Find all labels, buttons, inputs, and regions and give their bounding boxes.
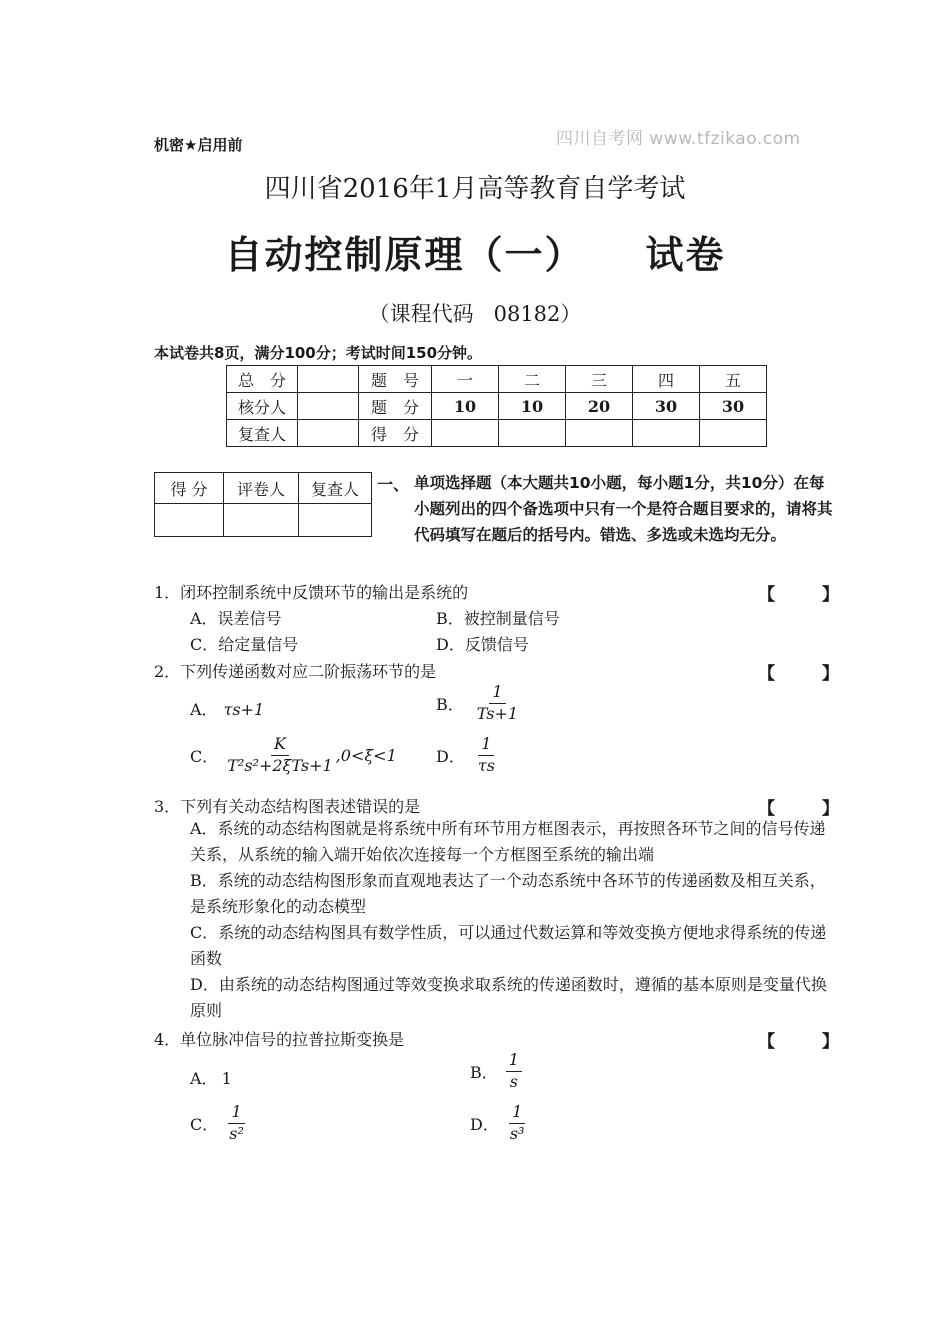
table-row: [155, 504, 372, 537]
fraction: [474, 684, 521, 723]
option-c: C．给定量信号: [190, 635, 299, 654]
exam-title: 四川省2016年1月高等教育自学考试: [264, 174, 686, 204]
option-b: B．系统的动态结构图形象而直观地表达了一个动态系统中各环节的传递函数及相互关系，是系统形象化的动态模型: [190, 871, 826, 916]
answer-bracket-open: 【: [758, 664, 775, 684]
answer-bracket-close: 】: [822, 585, 839, 605]
denominator: τs: [477, 755, 495, 775]
option-d: D．由系统的动态结构图通过等效变换求取系统的传递函数时，遵循的基本原则是变量代换原则: [190, 975, 827, 1020]
table-cell: 一: [432, 366, 499, 393]
option-label: C．: [190, 746, 219, 766]
table-row: [155, 473, 372, 504]
table-cell: 评卷人: [224, 473, 299, 504]
grader-table: [154, 472, 372, 537]
numerator: 1: [509, 1104, 525, 1124]
course-code: （课程代码 08182）: [368, 302, 582, 326]
option-label: A．: [190, 700, 218, 719]
numerator: 1: [489, 684, 505, 704]
option-label: B．: [470, 1062, 498, 1082]
table-cell: 得 分: [359, 420, 432, 447]
option-d: [470, 1104, 527, 1143]
table-cell: 二: [499, 366, 566, 393]
numerator: 1: [506, 1052, 522, 1072]
answer-bracket-open: 【: [758, 1032, 775, 1052]
numerator: 1: [228, 1104, 244, 1124]
fraction: [506, 1052, 522, 1091]
question-stem: 2．下列传递函数对应二阶振荡环节的是: [154, 662, 437, 681]
score-summary-table: [226, 365, 767, 447]
section-instructions: [414, 470, 834, 548]
option-c: [190, 1104, 247, 1143]
option-b: [470, 1052, 522, 1091]
table-cell: 核分人: [227, 393, 298, 420]
question-stem: 3．下列有关动态结构图表述错误的是: [154, 797, 421, 816]
option-label: C．: [190, 1114, 219, 1134]
subject-title: 自动控制原理（一） 试卷: [224, 232, 726, 277]
denominator: s: [509, 1071, 518, 1091]
table-row: [227, 420, 767, 447]
table-cell: 30: [700, 393, 767, 420]
table-row: [227, 366, 767, 393]
section-number: 一、: [377, 475, 410, 494]
option-label: B．: [436, 694, 464, 714]
table-cell: [298, 366, 359, 393]
table-cell: 题 号: [359, 366, 432, 393]
table-cell: 四: [633, 366, 700, 393]
table-cell: 10: [499, 393, 566, 420]
table-row: [227, 393, 767, 420]
numerator: K: [271, 736, 289, 756]
exam-intro: 本试卷共8页，满分100分；考试时间150分钟。: [154, 344, 483, 362]
denominator: s³: [509, 1123, 525, 1143]
denominator: Ts+1: [476, 703, 519, 723]
denominator: T²s²+2ξTs+1: [227, 755, 333, 775]
fraction: [475, 736, 498, 775]
option-b: B．被控制量信号: [436, 609, 560, 628]
table-cell: 五: [700, 366, 767, 393]
table-cell: [432, 420, 499, 447]
table-cell: 复查人: [227, 420, 298, 447]
answer-bracket-close: 】: [822, 664, 839, 684]
answer-bracket-close: 】: [822, 799, 839, 819]
answer-bracket-close: 】: [822, 1032, 839, 1052]
fraction: [224, 736, 335, 775]
table-cell: [299, 504, 372, 537]
table-cell: [633, 420, 700, 447]
section-instruction: 在每小题列出的四个备选项中只有一个是符合题目要求的，请将其代码填写在题后的括号内。错选、多选或未选均无分。: [414, 474, 833, 544]
option-label: D．: [436, 746, 465, 766]
numerator: 1: [478, 736, 494, 756]
fraction: [507, 1104, 528, 1143]
answer-bracket-open: 【: [758, 585, 775, 605]
table-cell: [224, 504, 299, 537]
option-d: [436, 736, 498, 775]
table-cell: [298, 420, 359, 447]
table-cell: [499, 420, 566, 447]
table-cell: [700, 420, 767, 447]
table-cell: [155, 504, 224, 537]
table-cell: [566, 420, 633, 447]
formula: τs+1: [223, 700, 265, 719]
table-cell: 得 分: [155, 473, 224, 504]
option-c: [190, 736, 397, 775]
table-cell: 复查人: [299, 473, 372, 504]
option-label: A．: [190, 1069, 218, 1088]
section-title: 单项选择题（本大题共10小题，每小题1分，共10分）: [414, 474, 794, 492]
table-cell: 30: [633, 393, 700, 420]
option-a: A．误差信号: [190, 609, 282, 628]
table-cell: 10: [432, 393, 499, 420]
watermark: 四川自考网 www.tfzikao.com: [556, 129, 801, 149]
fraction: [226, 1104, 247, 1143]
option-a: A．系统的动态结构图就是将系统中所有环节用方框图表示，再按照各环节之间的信号传递关系，从系统的输入端开始依次连接每一个方框图至系统的输出端: [190, 819, 826, 864]
option-c: C．系统的动态结构图具有数学性质，可以通过代数运算和等效变换方便地求得系统的传递函数: [190, 923, 827, 968]
question-stem: 4．单位脉冲信号的拉普拉斯变换是: [154, 1030, 405, 1049]
option-b: [436, 684, 521, 723]
option-d: D．反馈信号: [436, 635, 529, 654]
formula: 1: [221, 1069, 232, 1088]
option-label: D．: [470, 1114, 499, 1134]
answer-bracket-open: 【: [758, 799, 775, 819]
condition: ,0<ξ<1: [335, 745, 397, 765]
table-cell: 20: [566, 393, 633, 420]
option-a: [190, 1066, 232, 1089]
table-cell: 题 分: [359, 393, 432, 420]
table-cell: 总 分: [227, 366, 298, 393]
table-cell: [298, 393, 359, 420]
table-cell: 三: [566, 366, 633, 393]
confidential-label: 机密★启用前: [154, 136, 243, 154]
denominator: s²: [229, 1123, 244, 1143]
option-a: [190, 697, 264, 720]
question-stem: 1．闭环控制系统中反馈环节的输出是系统的: [154, 583, 469, 602]
